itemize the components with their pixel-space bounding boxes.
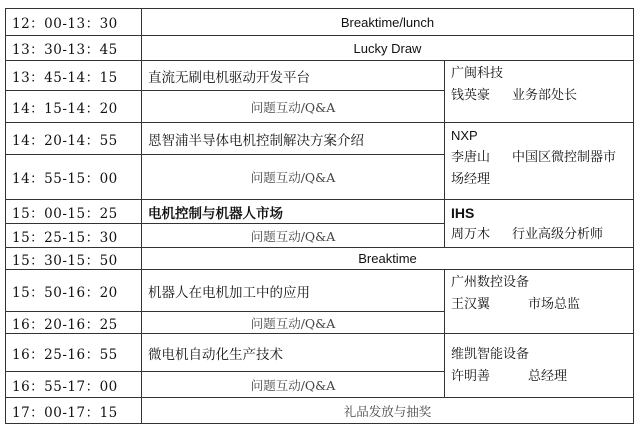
topic-cell: 恩智浦半导体电机控制解决方案介绍 [142, 123, 445, 155]
qa-cell: 问题互动/Q&A [142, 372, 445, 398]
speaker-cell [445, 270, 634, 334]
time-cell: 15：25-15：30 [6, 224, 142, 248]
table-row [6, 9, 634, 36]
speaker-name: 钱英豪 [451, 88, 491, 103]
break-cell: Breaktime/lunch [142, 9, 634, 36]
speaker-title-cont: 场经理 [451, 172, 491, 187]
speaker-cell [445, 200, 634, 248]
speaker-title: 总经理 [528, 368, 568, 384]
speaker-cell [445, 334, 634, 398]
table-row [6, 248, 634, 270]
topic-cell: 电机控制与机器人市场 [142, 200, 445, 224]
agenda-table [5, 8, 634, 424]
table-row [6, 270, 634, 312]
time-cell: 15：50-16：20 [6, 270, 142, 312]
speaker-name: 李唐山 [451, 150, 491, 165]
time-cell: 14：20-14：55 [6, 123, 142, 155]
speaker-company: 广州数控设备 [451, 275, 530, 290]
table-row [6, 123, 634, 155]
table-row [6, 398, 634, 424]
time-cell: 15：00-15：25 [6, 200, 142, 224]
speaker-line [451, 366, 633, 388]
speaker-line [451, 294, 633, 316]
topic-cell: 微电机自动化生产技术 [142, 334, 445, 372]
speaker-name: 许明善 [451, 368, 491, 384]
qa-cell: 问题互动/Q&A [142, 312, 445, 334]
qa-cell: 问题互动/Q&A [142, 91, 445, 123]
time-cell: 13：45-14：15 [6, 61, 142, 91]
speaker-line [451, 224, 633, 246]
lucky-draw-cell: Lucky Draw [142, 36, 634, 61]
table-row [6, 61, 634, 91]
time-cell: 13：30-13：45 [6, 36, 142, 61]
break-cell: Breaktime [142, 248, 634, 270]
time-cell: 14：15-14：20 [6, 91, 142, 123]
speaker-name: 王汉翼 [451, 297, 491, 312]
speaker-line [451, 85, 633, 107]
speaker-title: 中国区微控制器市 [512, 150, 617, 165]
speaker-title: 行业高级分析师 [512, 227, 604, 242]
speaker-company: 维凯智能设备 [451, 346, 530, 362]
time-cell: 16：20-16：25 [6, 312, 142, 334]
time-cell: 16：55-17：00 [6, 372, 142, 398]
table-row [6, 200, 634, 224]
speaker-line [451, 147, 633, 169]
table-row [6, 334, 634, 372]
qa-cell: 问题互动/Q&A [142, 224, 445, 248]
time-cell: 14：55-15：00 [6, 155, 142, 200]
speaker-cell [445, 123, 634, 200]
time-cell: 12：00-13：30 [6, 9, 142, 36]
speaker-company: IHS [451, 205, 475, 221]
speaker-cell [445, 61, 634, 123]
topic-cell: 直流无刷电机驱动开发平台 [142, 61, 445, 91]
time-cell: 16：25-16：55 [6, 334, 142, 372]
speaker-company: 广闽科技 [451, 66, 504, 81]
speaker-title: 业务部处长 [512, 88, 578, 103]
topic-cell: 机器人在电机加工中的应用 [142, 270, 445, 312]
gift-cell: 礼品发放与抽奖 [142, 398, 634, 424]
time-cell: 15：30-15：50 [6, 248, 142, 270]
speaker-title: 市场总监 [528, 297, 581, 312]
time-cell: 17：00-17：15 [6, 398, 142, 424]
speaker-company: NXP [451, 128, 478, 143]
table-row [6, 36, 634, 61]
speaker-name: 周万木 [451, 227, 491, 242]
qa-cell: 问题互动/Q&A [142, 155, 445, 200]
